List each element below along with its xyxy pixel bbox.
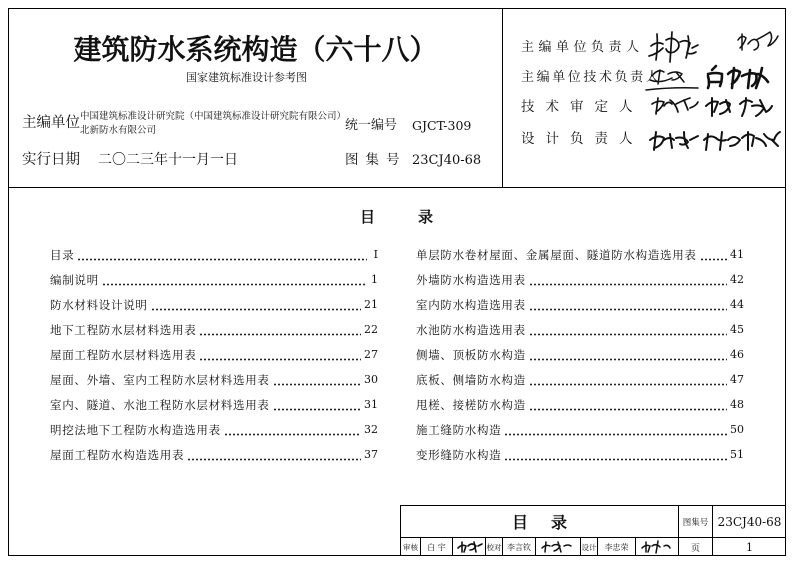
toc-column-right: [416, 246, 744, 471]
dot-leader: [504, 421, 727, 439]
toc-entry: [416, 271, 744, 296]
dot-leader: [504, 446, 727, 464]
toc-entry: [50, 346, 378, 371]
toc-entry-title: 屋面工程防水层材料选用表: [50, 348, 197, 362]
toc-entry: [50, 371, 378, 396]
toc-entry-title: 甩槎、接槎防水构造: [416, 398, 526, 412]
editor-unit-1: 中国建筑标准设计研究院（中国建筑标准设计研究院有限公司）: [80, 111, 347, 122]
toc-entry: [416, 321, 744, 346]
page-number: 1: [712, 537, 786, 556]
toc-entry: [416, 246, 744, 271]
dot-leader: [529, 271, 727, 289]
toc-entry-page: 27: [364, 348, 378, 361]
effective-date: 二〇二三年十一月一日: [98, 152, 238, 168]
page-label: 页: [678, 537, 712, 556]
toc-entry-title: 单层防水卷材屋面、金属屋面、隧道防水构造选用表: [416, 248, 697, 262]
toc-entry: [416, 421, 744, 446]
toc-entry-title: 明挖法地下工程防水构造选用表: [50, 423, 221, 437]
toc-entry-page: 45: [730, 323, 744, 336]
toc-entry-title: 施工缝防水构造: [416, 423, 502, 437]
dot-leader: [273, 371, 361, 389]
dot-leader: [529, 296, 727, 314]
title-block-atlas-number: 23CJ40-68: [712, 505, 786, 537]
toc-entry-page: 47: [730, 373, 744, 386]
unified-number-label: 统一编号: [345, 118, 398, 133]
dot-leader: [224, 421, 361, 439]
title-block-title: 目录: [400, 505, 678, 537]
unified-number: GJCT-309: [412, 118, 472, 133]
dot-leader: [102, 271, 367, 289]
dot-leader: [700, 246, 727, 264]
toc-entry-page: 22: [364, 323, 378, 336]
toc-entry-title: 屋面工程防水构造选用表: [50, 448, 185, 462]
checker-name: 李言钦: [502, 537, 535, 556]
atlas-subtitle: 国家建筑标准设计参考图: [186, 71, 307, 84]
toc-entry-page: 1: [371, 273, 378, 286]
dot-leader: [151, 296, 361, 314]
atlas-title: 建筑防水系统构造（六十八）: [73, 33, 438, 66]
approval-role-design-head: 设计负责人: [521, 131, 644, 147]
toc-entry-title: 室内、隧道、水池工程防水层材料选用表: [50, 398, 270, 412]
toc-entry-title: 屋面、外墙、室内工程防水层材料选用表: [50, 373, 270, 387]
toc-entry-title: 变形缝防水构造: [416, 448, 502, 462]
toc-entry: [416, 296, 744, 321]
atlas-number: 23CJ40-68: [412, 153, 482, 168]
toc-entry-page: 48: [730, 398, 744, 411]
toc-entry-title: 目录: [50, 248, 75, 262]
toc-entry-title: 侧墙、顶板防水构造: [416, 348, 526, 362]
header-divider: [8, 187, 786, 188]
designer-name: 李忠荣: [597, 537, 635, 556]
atlas-number-label: 图集号: [345, 152, 407, 168]
dot-leader: [273, 396, 361, 414]
dot-leader: [77, 246, 367, 264]
toc-entry-title: 防水材料设计说明: [50, 298, 148, 312]
toc-entry: [50, 271, 378, 296]
editor-unit-2: 北新防水有限公司: [80, 125, 157, 136]
toc-entry: [50, 296, 378, 321]
approval-role-chief-unit-head: 主编单位负责人: [521, 40, 644, 55]
toc-entry: [416, 371, 744, 396]
toc-entry-page: 21: [364, 298, 378, 311]
toc-entry-page: 31: [364, 398, 378, 411]
checker-signature-cell: [535, 537, 580, 556]
toc-entry: [416, 396, 744, 421]
check-label: 校对: [485, 537, 502, 556]
toc-entry-page: I: [373, 248, 378, 261]
toc-entry-page: 50: [730, 423, 744, 436]
dot-leader: [199, 346, 361, 364]
toc-heading: 目录: [360, 208, 477, 226]
approval-role-technical-reviewer: 技术审定人: [521, 99, 644, 115]
toc-entry: [50, 396, 378, 421]
toc-entry: [50, 421, 378, 446]
toc-column-left: [50, 246, 378, 471]
toc-entry: [416, 346, 744, 371]
toc-entry-title: 外墙防水构造选用表: [416, 273, 526, 287]
toc-entry: [50, 446, 378, 471]
designer-signature-cell: [635, 537, 678, 556]
dot-leader: [529, 346, 727, 364]
editor-unit-label: 主编单位: [22, 115, 80, 131]
dot-leader: [529, 321, 727, 339]
effective-date-label: 实行日期: [22, 152, 80, 168]
design-label: 设计: [580, 537, 597, 556]
toc-entry-page: 42: [730, 273, 744, 286]
toc-entry-title: 室内防水构造选用表: [416, 298, 526, 312]
toc-entry-page: 30: [364, 373, 378, 386]
approval-role-chief-unit-tech-head: 主编单位技术负责人: [521, 70, 662, 85]
toc-entry-page: 44: [730, 298, 744, 311]
reviewer-signature-cell: [452, 537, 485, 556]
toc-entry-page: 37: [364, 448, 378, 461]
toc-entry-title: 地下工程防水层材料选用表: [50, 323, 197, 337]
dot-leader: [187, 446, 361, 464]
toc-entry: [50, 321, 378, 346]
toc-entry-title: 水池防水构造选用表: [416, 323, 526, 337]
dot-leader: [529, 396, 727, 414]
toc-entry-title: 编制说明: [50, 273, 99, 287]
toc-entry-page: 51: [730, 448, 744, 461]
title-block-atlas-label: 图集号: [678, 505, 712, 537]
toc-entry: [416, 446, 744, 471]
toc-entry-title: 底板、侧墙防水构造: [416, 373, 526, 387]
toc-entry-page: 41: [730, 248, 744, 261]
toc-entry-page: 46: [730, 348, 744, 361]
review-label: 审核: [400, 537, 420, 556]
dot-leader: [529, 371, 727, 389]
reviewer-name: 白 宇: [420, 537, 452, 556]
toc-entry: [50, 246, 378, 271]
toc-entry-page: 32: [364, 423, 378, 436]
dot-leader: [199, 321, 361, 339]
